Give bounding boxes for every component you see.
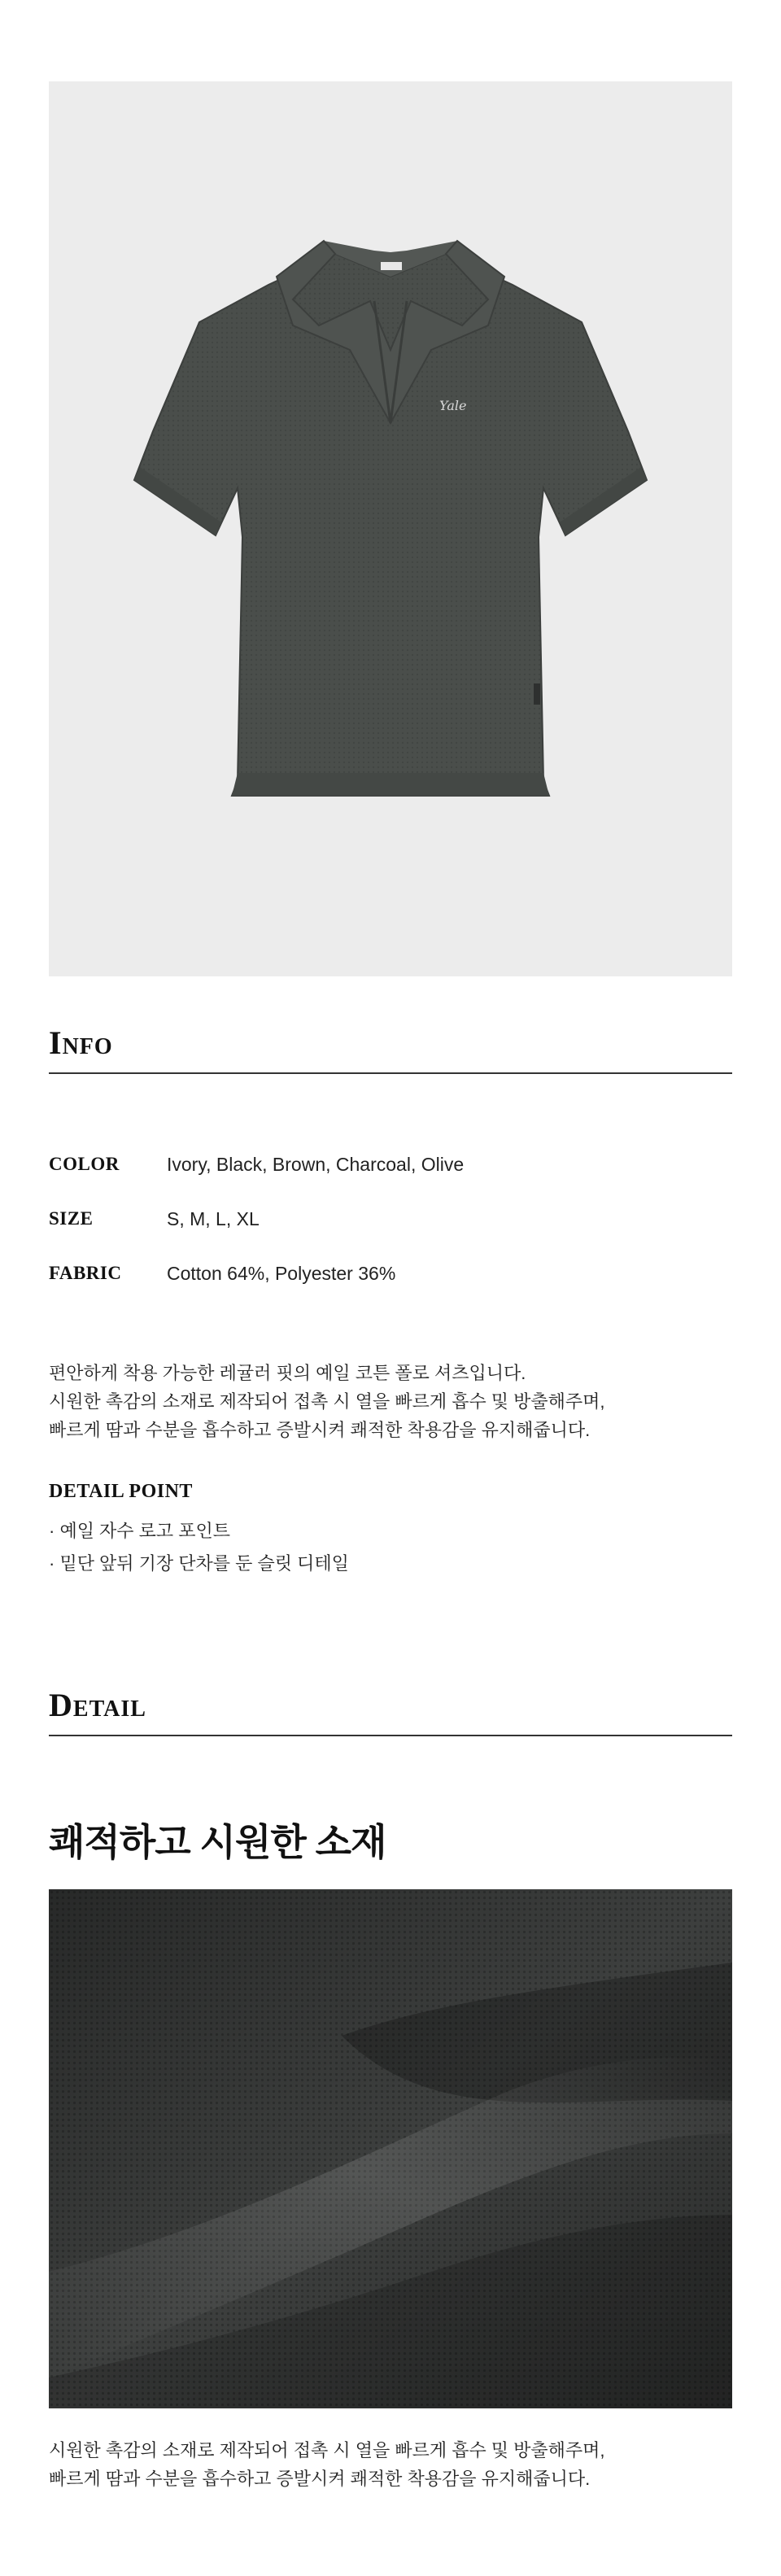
caption-line: 빠르게 땀과 수분을 흡수하고 증발시켜 쾌적한 착용감을 유지해줍니다. (49, 2469, 591, 2489)
detail-caption (49, 2436, 732, 2493)
polo-shirt-image (49, 81, 732, 976)
detail-section-title: Detail (49, 1687, 146, 1723)
svg-text:Yale: Yale (439, 398, 467, 413)
detail-point-title: DETAIL POINT (49, 1481, 193, 1502)
description-line: 빠르게 땀과 수분을 흡수하고 증발시켜 쾌적한 착용감을 유지해줍니다. (49, 1420, 591, 1440)
spec-key-fabric: FABRIC (49, 1263, 122, 1283)
detail-point-list (49, 1515, 349, 1580)
description-line: 시원한 촉감의 소재로 제작되어 접촉 시 열을 빠르게 흡수 및 방출해주며, (49, 1391, 605, 1412)
info-section-title: Info (49, 1024, 113, 1061)
detail-point-item: · 예일 자수 로고 포인트 (49, 1521, 231, 1541)
caption-line: 시원한 촉감의 소재로 제작되어 접촉 시 열을 빠르게 흡수 및 방출해주며, (49, 2440, 605, 2460)
spec-value-fabric: Cotton 64%, Polyester 36% (167, 1263, 396, 1284)
spec-key-color: COLOR (49, 1154, 120, 1174)
spec-value-color: Ivory, Black, Brown, Charcoal, Olive (167, 1154, 465, 1175)
info-divider (49, 1072, 732, 1074)
spec-value-size: S, M, L, XL (167, 1208, 260, 1229)
product-description (49, 1359, 732, 1444)
detail-divider (49, 1735, 732, 1736)
detail-headline: 쾌적하고 시원한 소재 (49, 1821, 386, 1863)
description-line: 편안하게 착용 가능한 레귤러 핏의 예일 코튼 폴로 셔츠입니다. (49, 1363, 526, 1383)
fabric-closeup-image (49, 1889, 732, 2408)
product-image (49, 81, 732, 976)
spec-key-size: SIZE (49, 1208, 94, 1229)
fabric-texture-image (49, 1889, 732, 2408)
detail-point-item: · 밑단 앞뒤 기장 단차를 둔 슬릿 디테일 (49, 1553, 349, 1574)
